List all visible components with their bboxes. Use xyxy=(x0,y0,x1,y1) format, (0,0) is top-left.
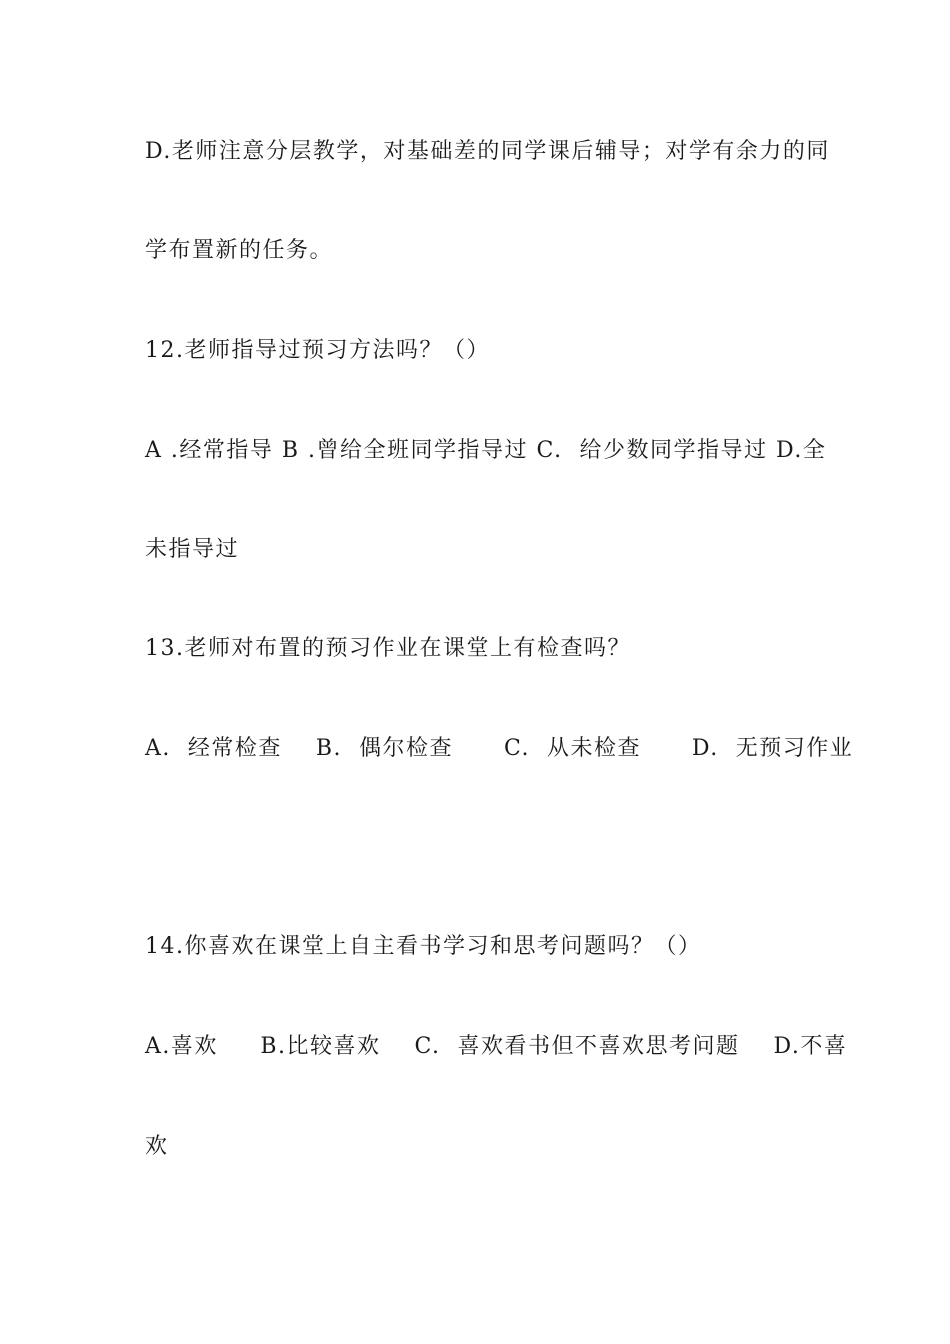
option-d-line-2: 学布置新的任务。 xyxy=(145,238,334,263)
question-14: 14.你喜欢在课堂上自主看书学习和思考问题吗？（） xyxy=(145,934,702,959)
question-14-options-cont: 欢 xyxy=(145,1134,169,1159)
question-12-options-cont: 未指导过 xyxy=(145,537,240,562)
question-13: 13.老师对布置的预习作业在课堂上有检查吗？ xyxy=(145,636,631,661)
question-13-options: A. 经常检查 B. 偶尔检查 C. 从未检查 D. 无预习作业 xyxy=(145,736,854,761)
question-12: 12.老师指导过预习方法吗？（） xyxy=(145,338,490,363)
question-12-options: A .经常指导 B .曾给全班同学指导过 C. 给少数同学指导过 D.全 xyxy=(145,438,827,463)
question-14-options: A.喜欢 B.比较喜欢 C. 喜欢看书但不喜欢思考问题 D.不喜 xyxy=(145,1034,848,1059)
option-d-line-1: D.老师注意分层教学，对基础差的同学课后辅导；对学有余力的同 xyxy=(145,139,830,164)
